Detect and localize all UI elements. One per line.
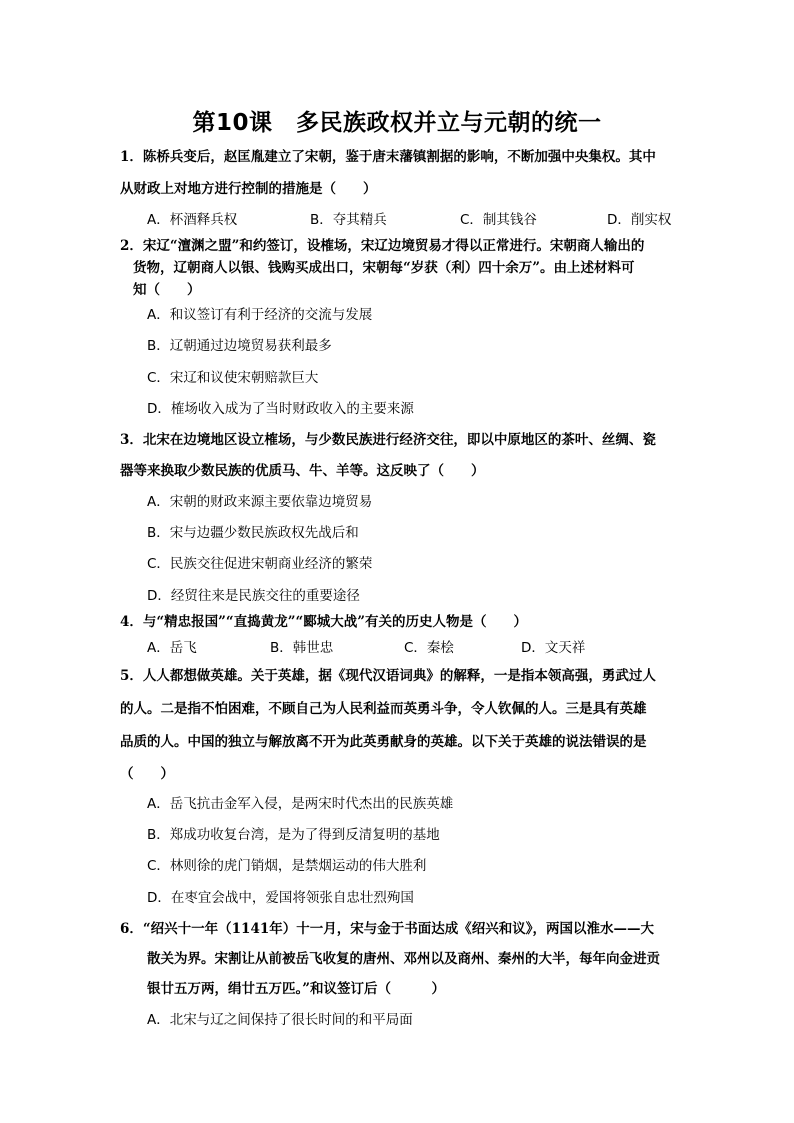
question-2-option-a: A．和议签订有利于经济的交流与发展 [147,307,373,323]
question-4-stem-line-1: 4．与“精忠报国”“直捣黄龙”“郾城大战”有关的历史人物是（ ） [120,614,527,630]
question-5-option-c: C．林则徐的虎门销烟，是禁烟运动的伟大胜利 [147,858,427,874]
question-6-stem-line-1: 6．“绍兴十一年（1141年）十一月，宋与金于书面达成《绍兴和议》，两国以淮水——大 [120,921,654,937]
question-1-option-c: C．制其钱谷 [460,212,537,228]
page-title: 第10课 多民族政权并立与元朝的统一 [192,110,602,136]
question-1-stem-line-1: 1．陈桥兵变后，赵匡胤建立了宋朝，鉴于唐末藩镇割据的影响，不断加强中央集权。其中 [120,149,656,165]
question-2-stem-line-2: 货物，辽朝商人以银、钱购买成出口，宋朝每“岁获（利）四十余万”。由上述材料可 [133,260,635,276]
question-5-option-b: B．郑成功收复台湾，是为了得到反清复明的基地 [147,827,440,843]
question-3-stem-line-1: 3．北宋在边境地区设立榷场，与少数民族进行经济交往，即以中原地区的茶叶、丝绸、瓷 [120,432,656,448]
question-2-stem-line-3: 知（ ） [133,282,201,298]
question-1-option-d: D．削实权 [607,212,672,228]
question-5-option-a: A．岳飞抗击金军入侵，是两宋时代杰出的民族英雄 [147,796,454,812]
question-4-option-d: D．文天祥 [521,640,586,656]
question-2-option-d: D．榷场收入成为了当时财政收入的主要来源 [147,401,414,417]
question-3-option-d: D．经贸往来是民族交往的重要途径 [147,588,360,604]
question-1-option-b: B．夺其精兵 [310,212,387,228]
question-4-option-a: A．岳飞 [147,640,197,656]
question-2-option-b: B．辽朝通过边境贸易获利最多 [147,338,332,354]
question-4-option-b: B．韩世忠 [270,640,334,656]
question-3-option-b: B．宋与边疆少数民族政权先战后和 [147,525,359,541]
question-5-stem-line-3: 品质的人。中国的独立与解放离不开为此英勇献身的英雄。以下关于英雄的说法错误的是 [120,734,647,750]
question-5-stem-line-1: 5．人人都想做英雄。关于英雄，据《现代汉语词典》的解释，一是指本领高强，勇武过人 [120,668,656,684]
question-5-stem-line-2: 的人。二是指不怕困难，不顾自己为人民利益而英勇斗争，令人钦佩的人。三是具有英雄 [120,701,647,717]
question-2-stem-line-1: 2．宋辽“澶渊之盟”和约签订，设榷场，宋辽边境贸易才得以正常进行。宋朝商人输出的 [120,238,645,254]
question-6-option-a: A．北宋与辽之间保持了很长时间的和平局面 [147,1012,413,1028]
question-2-option-c: C．宋辽和议使宋朝赔款巨大 [147,370,319,386]
question-3-option-c: C．民族交往促进宋朝商业经济的繁荣 [147,556,373,572]
question-3-option-a: A．宋朝的财政来源主要依靠边境贸易 [147,494,373,510]
question-6-stem-line-3: 银廿五万两，绢廿五万匹。”和议签订后（ ） [147,981,446,997]
question-6-stem-line-2: 散关为界。宋割让从前被岳飞收复的唐州、邓州以及商州、秦州的大半，每年向金进贡 [147,951,660,967]
question-4-option-c: C．秦桧 [404,640,454,656]
question-3-stem-line-2: 器等来换取少数民族的优质马、牛、羊等。这反映了（ ） [120,463,485,479]
question-1-stem-line-2: 从财政上对地方进行控制的措施是（ ） [120,181,377,197]
question-5-option-d: D．在枣宜会战中，爱国将领张自忠壮烈殉国 [147,890,414,906]
question-5-stem-line-4: （ ） [120,766,174,782]
question-1-option-a: A．杯酒释兵权 [147,212,238,228]
